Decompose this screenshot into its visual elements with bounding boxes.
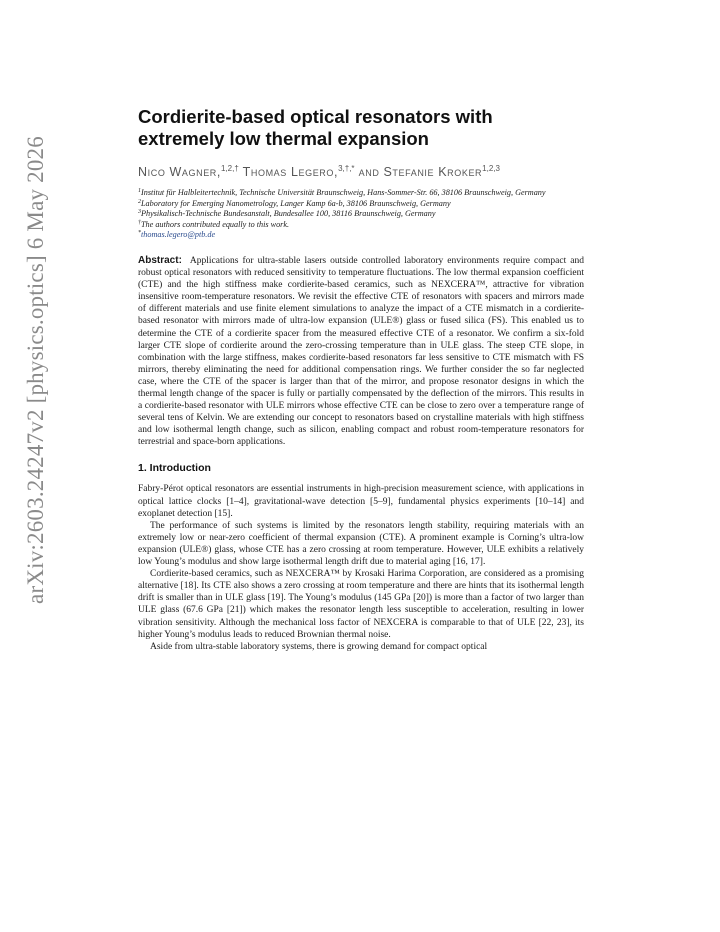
title-line-1: Cordierite-based optical resonators with <box>138 106 493 127</box>
corresponding-email <box>138 230 584 241</box>
paper-content <box>138 106 584 653</box>
author-list <box>138 164 584 180</box>
body-paragraph: The performance of such systems is limited by the resonators length stability, requiring materials with an extremely low or near-zero coefficient of thermal expansion (CTE). A prominent example is Corning’s ultra-low expansion (ULE®) glass, whose CTE has a zero crossing at room temperature. However, ULE exhibits a relatively low Young’s modulus and show large isothermal length drift due to material aging [16, 17]. <box>138 520 584 568</box>
body-paragraph: Cordierite-based ceramics, such as NEXCERA™ by Krosaki Harima Corporation, are considered as a promising alternative [18]. Its CTE also shows a zero crossing at room temperature and there are hints that its isothermal length drift is smaller than in ULE glass [19]. The Young’s modulus (145 GPa [20]) is more than a factor of two larger than ULE glass (67.6 GPa [21]) which makes the resonator length less susceptible to acceleration, resulting in lower vibration sensitivity. Although the mechanical loss factor of NEXCERA is comparable to that of ULE [22, 23], its higher Young’s modulus leads to reduced Brownian thermal noise. <box>138 569 584 640</box>
affiliation-list <box>138 188 584 241</box>
paper-title <box>138 106 584 150</box>
body-paragraph: Fabry-Pérot optical resonators are essential instruments in high-precision measurement science, with applications in optical lattice clocks [1–4], gravitational-wave detection [5–9], fundamental physics experiments [10–14] and exoplanet detection [15]. <box>138 484 584 519</box>
affiliation-item <box>138 209 584 220</box>
abstract-text: Applications for ultra-stable lasers outside controlled laboratory environments require compact and robust optical resonators with reduced sensitivity to temperature fluctuations. The low thermal expansion coefficient (CTE) and the high stiffness make cordierite-based ceramics, such as NEXCERA™, attractive for vibration insensitive room-temperature resonators. We revisit the effective CTE of resonators with spacers and mirrors made of different materials and use finite element simulations to analyze the impact of a CTE mismatch in a cordierite-based resonator with mirrors made of ultra-low expansion (ULE®) glass or fused silica (FS). This enabled us to determine the CTE of a cordierite spacer from the measured effective CTE of a resonator. We confirm a six-fold larger CTE slope of cordierite around the zero-crossing temperature than in ULE glass. The steep CTE slope, in combination with the large stiffness, makes cordierite-based resonators far less sensitive to CTE mismatch with FS mirrors, thereby eliminating the need for additional compensation rings. We further consider the so far neglected case, where the CTE of the spacer is larger than that of the mirror, and propose resonator designs in which the thermal length change of the spacer is fully or partially compensated by the deflection of the mirrors. This results in a cordierite-based resonator with ULE mirrors whose effective CTE can be close to zero over a temperature range of several tens of Kelvin. We are extending our concept to resonators based on crystalline materials with high stiffness and low isothermal length change, such as silicon, enabling compact and robust room-temperature resonators for terrestrial and space-born applications. <box>138 255 584 448</box>
email-mark: * <box>138 230 141 237</box>
affiliation-mark: 3 <box>138 209 141 216</box>
affiliation-mark: 2 <box>138 198 141 205</box>
author-name: Thomas Legero, <box>238 165 339 179</box>
affiliation-text: Physikalisch-Technische Bundesanstalt, Bundesallee 100, 38116 Braunschweig, Germany <box>141 209 436 219</box>
author-name: Nico Wagner, <box>138 165 221 179</box>
abstract <box>138 255 584 449</box>
affiliation-item <box>138 220 584 231</box>
affiliation-item <box>138 188 584 199</box>
email-link[interactable]: thomas.legero@ptb.de <box>141 230 216 240</box>
affiliation-item <box>138 199 584 210</box>
title-line-2: extremely low thermal expansion <box>138 128 429 149</box>
author-affiliation-marks: 1,2,† <box>220 164 239 173</box>
affiliation-mark: 1 <box>138 188 141 194</box>
affiliation-text: The authors contributed equally to this work. <box>141 219 290 229</box>
abstract-label: Abstract: <box>138 254 182 266</box>
arxiv-identifier-stamp <box>0 40 72 700</box>
author-affiliation-marks: 1,2,3 <box>482 164 500 173</box>
affiliation-mark: † <box>138 219 141 226</box>
author-name: and Stefanie Kroker <box>354 165 483 179</box>
arxiv-identifier-text: arXiv:2603.24247v2 [physics.optics] 6 May 2026 <box>23 136 48 604</box>
introduction-body <box>138 483 584 652</box>
author-affiliation-marks: 3,†,* <box>338 164 355 173</box>
body-paragraph: Aside from ultra-stable laboratory systems, there is growing demand for compact optical <box>150 641 488 652</box>
section-heading-introduction: 1. Introduction <box>138 462 211 475</box>
affiliation-text: Laboratory for Emerging Nanometrology, Langer Kamp 6a-b, 38106 Braunschweig, Germany <box>141 198 451 208</box>
affiliation-text: Institut für Halbleitertechnik, Technische Universität Braunschweig, Hans-Sommer-Str. 66, 38106 Braunschweig, Germany <box>141 188 546 197</box>
